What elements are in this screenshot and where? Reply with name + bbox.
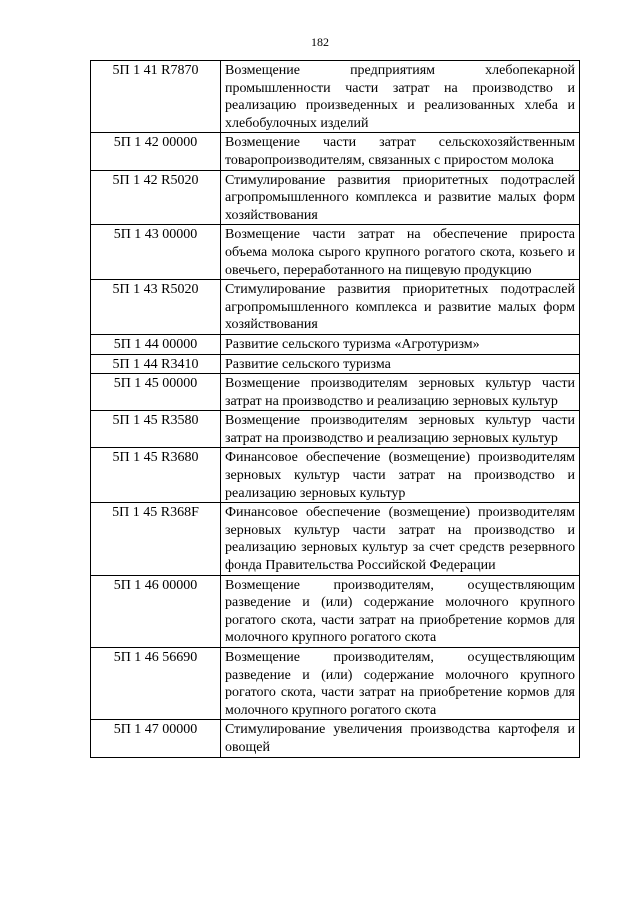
table-row: [91, 61, 580, 133]
row-code: 5П 1 43 00000: [91, 225, 221, 280]
row-code: 5П 1 45 00000: [91, 374, 221, 411]
row-description: Финансовое обеспечение (возмещение) производителям зерновых культур части затрат на производство и реализацию зерновых культур за счет средств резервного фонда Правительства Российской Федерации: [221, 503, 580, 575]
row-description: Стимулирование увеличения производства картофеля и овощей: [221, 720, 580, 757]
row-code: 5П 1 45 R3580: [91, 411, 221, 448]
row-description: Возмещение производителям зерновых культур части затрат на производство и реализацию зерновых культур: [221, 411, 580, 448]
row-description: Стимулирование развития приоритетных подотраслей агропромышленного комплекса и развитие малых форм хозяйствования: [221, 280, 580, 335]
row-code: 5П 1 45 R3680: [91, 448, 221, 503]
row-description: Развитие сельского туризма «Агротуризм»: [221, 334, 580, 354]
table-row: [91, 133, 580, 170]
table-row: [91, 411, 580, 448]
table-row: [91, 503, 580, 575]
row-description: Возмещение предприятиям хлебопекарной промышленности части затрат на производство и реализацию произведенных и реализованных хлеба и хлебобулочных изделий: [221, 61, 580, 133]
row-code: 5П 1 43 R5020: [91, 280, 221, 335]
table-row: [91, 334, 580, 354]
row-description: Возмещение производителям, осуществляющим разведение и (или) содержание молочного крупного рогатого скота, части затрат на приобретение кормов для молочного крупного рогатого скота: [221, 648, 580, 720]
row-description: Развитие сельского туризма: [221, 354, 580, 374]
table-row: [91, 648, 580, 720]
row-code: 5П 1 44 R3410: [91, 354, 221, 374]
table-row: [91, 374, 580, 411]
row-code: 5П 1 46 00000: [91, 575, 221, 647]
table-row: [91, 575, 580, 647]
table-row: [91, 354, 580, 374]
page-number: 182: [311, 35, 329, 49]
budget-codes-table: [90, 60, 580, 758]
row-code: 5П 1 42 R5020: [91, 170, 221, 225]
row-description: Возмещение производителям зерновых культур части затрат на производство и реализацию зерновых культур: [221, 374, 580, 411]
row-code: 5П 1 46 56690: [91, 648, 221, 720]
row-description: Возмещение части затрат сельскохозяйственным товаропроизводителям, связанных с приростом молока: [221, 133, 580, 170]
row-description: Возмещение части затрат на обеспечение прироста объема молока сырого крупного рогатого скота, козьего и овечьего, переработанного на пищевую продукцию: [221, 225, 580, 280]
table-row: [91, 170, 580, 225]
row-code: 5П 1 42 00000: [91, 133, 221, 170]
row-code: 5П 1 47 00000: [91, 720, 221, 757]
row-description: Финансовое обеспечение (возмещение) производителям зерновых культур части затрат на производство и реализацию зерновых культур: [221, 448, 580, 503]
table-row: [91, 720, 580, 757]
row-description: Стимулирование развития приоритетных подотраслей агропромышленного комплекса и развитие малых форм хозяйствования: [221, 170, 580, 225]
row-code: 5П 1 41 R7870: [91, 61, 221, 133]
table-row: [91, 448, 580, 503]
row-description: Возмещение производителям, осуществляющим разведение и (или) содержание молочного крупного рогатого скота, части затрат на приобретение кормов для молочного крупного рогатого скота: [221, 575, 580, 647]
row-code: 5П 1 45 R368F: [91, 503, 221, 575]
table-row: [91, 225, 580, 280]
table-row: [91, 280, 580, 335]
row-code: 5П 1 44 00000: [91, 334, 221, 354]
